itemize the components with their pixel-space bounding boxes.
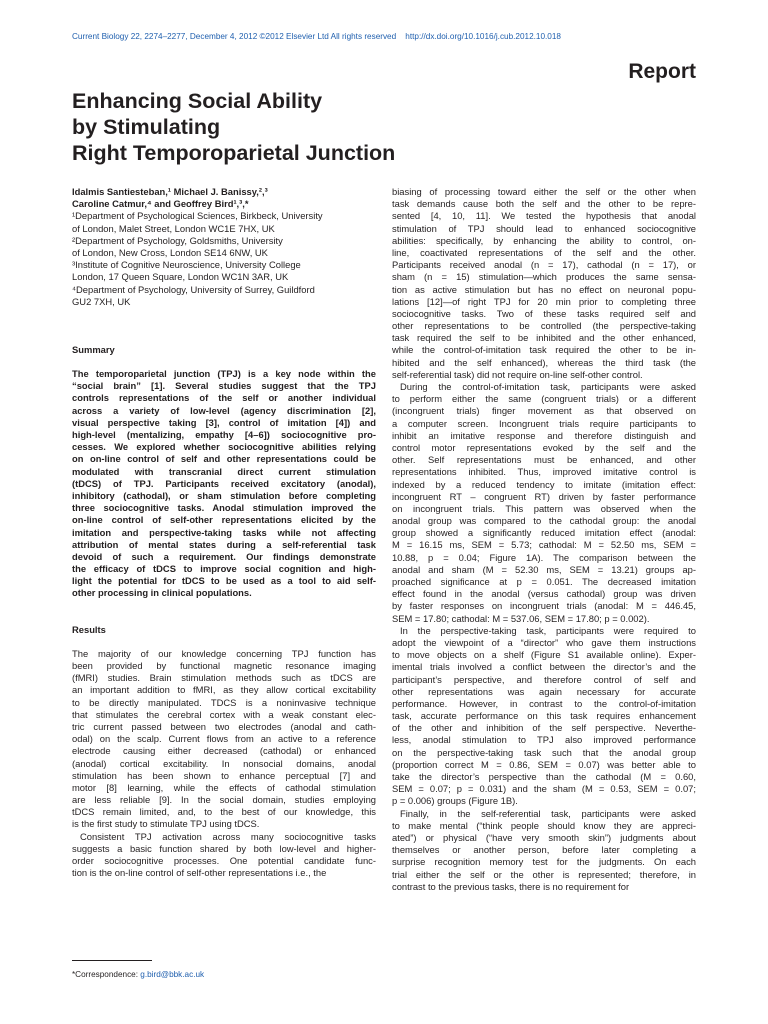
results-line: order sociocognitive processes. One potential candidate func- (72, 855, 376, 866)
body-line: effect found in the anodal (versus cathodal) group was driven (392, 588, 696, 600)
body-line: indexed by a reduced tendency to imitate (imitation effect: (392, 478, 696, 490)
summary-heading: Summary (72, 343, 115, 355)
spacer (72, 612, 376, 624)
body-line: task required the self to be inhibited and the other enhanced, (392, 332, 696, 344)
summary-line: high-level (mentalizing, empathy [4–6]) sociocognitive pro- (72, 429, 376, 440)
body-line: (proportion correct M = 0.86, SEM = 0.07) was better able to (392, 758, 696, 770)
results-line: The majority of our knowledge concerning TPJ function has (72, 647, 376, 659)
summary-line: (tDCS) of TPJ. Participants received excitatory (anodal), (72, 477, 376, 489)
summary-line: imitation and perspective-taking tasks while not affecting (72, 526, 376, 538)
body-line: to perform either the same (congruent trials) or a different (392, 393, 696, 405)
results-line: motor [8] learning, while the effects of cathodal stimulation (72, 781, 376, 793)
correspondence-footnote (72, 970, 204, 979)
summary-line: The temporoparietal junction (TPJ) is a key node within the (72, 368, 376, 380)
body-line: biasing of processing toward either the self or the other when (392, 186, 696, 197)
results-line: is the first study to stimulate TPJ using tDCS. (72, 818, 260, 830)
summary-line: “social brain” [1]. Several studies suggest that the TPJ (72, 380, 376, 392)
body-line: stimulation of TPJ should lead to enhanced sociocognitive (392, 222, 696, 234)
body-line: group showed a significantly reduced imitation effect (anodal: (392, 527, 696, 539)
summary-line: the efficacy of tDCS to improve social cognition and high- (72, 563, 376, 575)
results-line: Consistent TPJ activation across many sociocognitive tasks (80, 830, 376, 842)
right-paragraph-4 (392, 808, 696, 893)
body-line: other representations was again necessary for accurate (392, 685, 696, 697)
body-line: while the control-of-imitation task required the other to be in- (392, 344, 696, 356)
body-line: sham (n = 15) stimulation—which produces the same sensa- (392, 271, 696, 283)
body-line: other representations to be controlled (the perspective-taking (392, 320, 696, 332)
body-line: on the perspective-taking task such that the anodal group (392, 746, 696, 758)
results-heading: Results (72, 623, 106, 635)
spacer (72, 308, 376, 332)
results-line: tDCS remain limited, and, to the best of our knowledge, this (72, 806, 376, 818)
body-line: adopt the viewpoint of a “director” who gave them instructions (392, 636, 696, 648)
affiliation-line: ¹Department of Psychological Sciences, Birkbeck, University (72, 210, 323, 222)
body-line: lations [12]—of right TPJ for 20 min prior to completing three (392, 295, 696, 307)
affiliation-line: ³Institute of Cognitive Neuroscience, University College (72, 259, 301, 271)
right-paragraph-2 (392, 381, 696, 625)
right-paragraph-3 (392, 625, 696, 808)
body-line: less, anodal stimulation to TPJ also improved performance (392, 734, 696, 746)
doi-link[interactable]: http://dx.doi.org/10.1016/j.cub.2012.10.018 (405, 32, 561, 41)
summary-line: light the potential for tDCS to be used as a tool to aid self- (72, 575, 376, 587)
spacer (72, 636, 376, 648)
footnote-label: *Correspondence: (72, 970, 141, 979)
journal-header (72, 32, 702, 41)
body-line: anodal and sham (M = 52.30 ms, SEM = 13.21) groups ap- (392, 563, 696, 575)
summary-line: across a variety of low-level (agency discrimination [2], (72, 404, 376, 416)
summary-line: on on-line control of self and other representations could be (72, 453, 376, 465)
body-line: trial either the self or the other is represented; therefore, in (392, 868, 696, 880)
results-line: electrode causing either decreased (cathodal) or enhanced (72, 745, 376, 757)
spacer (72, 356, 376, 368)
email-link[interactable]: g.bird@bbk.ac.uk (140, 970, 205, 979)
affiliation-line: of London, Malet Street, London WC1E 7HX, UK (72, 222, 275, 234)
body-line: surprise recognition memory test for the judgments. On each (392, 856, 696, 868)
title-line: Enhancing Social Ability (72, 89, 323, 113)
summary-line: visual perspective taking [3], control of imitation [4]) and (72, 416, 376, 428)
results-line: suggests a basic function shared by both low-level and higher- (72, 842, 376, 854)
body-line: to move objects on a shelf (Figure S1 available online). Exper- (392, 649, 696, 661)
affiliation-line: GU2 7XH, UK (72, 295, 131, 307)
body-line: task, accurate performance on this task requires enhancement (392, 710, 696, 722)
body-line: In the perspective-taking task, participants were required to (400, 624, 696, 636)
body-line: abilities: specifically, by enhancing the ability to control, on- (392, 234, 696, 246)
body-line: incongruent RT – congruent RT) driven by faster performance (392, 490, 696, 502)
body-line: Participants received anodal (n = 17), cathodal (n = 17), or (392, 259, 696, 271)
results-line: tion is the on-line control of self-other representations i.e., the (72, 867, 327, 879)
body-line: ated”) or physical (“have very smooth skin”) judgments about (392, 831, 696, 843)
body-line: on incongruent trials. This pattern was observed when the (392, 502, 696, 514)
citation-text: Current Biology 22, 2274–2277, December 4, 2012 ©2012 Elsevier Ltd All rights reserved (72, 32, 397, 41)
results-line: (anodal) cortical excitability. In nonsocial domains, anodal (72, 757, 376, 769)
results-line: tric current passed between two electrodes (anodal and cath- (72, 720, 376, 732)
results-line: (fMRI) studies. Brain stimulation methods such as tDCS are (72, 672, 376, 684)
body-line: control motor representations evoked by the self and the (392, 441, 696, 453)
authors-line: Caroline Catmur,⁴ and Geoffrey Bird¹,³,* (72, 198, 249, 210)
summary-line: three sociocognitive tasks. Anodal stimulation improved the (72, 502, 376, 514)
affiliation-line: ²Department of Psychology, Goldsmiths, University (72, 234, 283, 246)
body-line: SEM = 0.07; p = 0.031) and the sham (M = 0.53, SEM = 0.07; (392, 783, 696, 795)
results-line: that stimulates the cerebral cortex with a weak constant elec- (72, 708, 376, 720)
summary-paragraph (72, 368, 376, 600)
results-line: an important addition to fMRI, as they allow cortical excitability (72, 684, 376, 696)
footnote-rule (72, 960, 152, 961)
body-line: a computer screen. Incongruent trials require participants to (392, 417, 696, 429)
body-line: sented [4, 10, 11]. We tested the hypothesis that anodal (392, 210, 696, 222)
summary-line: controls representations of the self or another individual (72, 392, 376, 404)
article-title (72, 88, 452, 166)
results-line: are less reliable [9]. In the social domain, studies employing (72, 794, 376, 806)
body-line: p = 0.006) groups (Figure 1B). (392, 795, 518, 807)
body-line: take the director’s perspective than the cathodal (M = 0.60, (392, 771, 696, 782)
body-line: performance. However, in contrast to the control-of-imitation (392, 697, 696, 709)
summary-line: modulated with transcranial direct current stimulation (72, 465, 376, 477)
summary-line: cesses. We explored whether sociocognitive abilities relying (72, 441, 376, 453)
title-line: by Stimulating (72, 115, 221, 139)
authors-line: Idalmis Santiesteban,¹ Michael J. Banissy,²,³ (72, 186, 268, 197)
body-line: other. Self representations must be enhanced, and other (392, 454, 696, 466)
affiliation-line: ⁴Department of Psychology, University of Surrey, Guildford (72, 283, 315, 295)
summary-line: devoid of such a requirement. Our findings demonstrate (72, 550, 376, 562)
summary-line: other processing in clinical populations. (72, 587, 252, 599)
body-line: line, coactivated representations of the self and the other. (392, 246, 696, 258)
body-line: themselves or another person, before later completing a (392, 844, 696, 856)
summary-line: attribution of mental states during a self-referential task (72, 538, 376, 550)
body-line: inhibit an imitative response and therefore distinguish and (392, 429, 696, 441)
body-line: representations inhibited. Thus, improved imitative control is (392, 466, 696, 478)
body-line: anodal group was compared to the cathodal group: the anodal (392, 515, 696, 527)
body-line: to make mental (“think people should know they are appreci- (392, 819, 696, 831)
body-line: 10.88, p = 0.04; Figure 1A). The comparison between the (392, 551, 696, 563)
body-line: sociocognitive tasks. Two of these tasks required self and (392, 307, 696, 319)
left-column (72, 186, 376, 879)
results-line: stimulation has been shown to enhance perceptual [7] and (72, 769, 376, 781)
summary-line: on-line control of self-other representations elicited by the (72, 514, 376, 526)
body-line: task demands cause both the self and the other to be repre- (392, 198, 696, 210)
right-paragraph-1 (392, 186, 696, 381)
summary-line: inhibitory (cathodal), or sham stimulation before completing (72, 489, 376, 501)
body-line: by faster responses on incongruent trials (anodal: M = 446.45, (392, 600, 696, 612)
body-line: self-referential task) did not require on-line self-other control. (392, 368, 643, 380)
body-line: M = 16.15 ms, SEM = 5.73; cathodal: M = 52.50 ms, SEM = (392, 539, 696, 551)
body-line: SEM = 17.80; cathodal: M = 537.06, SEM = 17.80; p = 0.002). (392, 612, 650, 624)
results-paragraph-2 (72, 831, 376, 880)
body-line: participant’s perspective, and therefore control of self and (392, 673, 696, 685)
body-line: tion as active stimulation but has no effect on neuronal popu- (392, 283, 696, 295)
body-line: hibited and the self enhanced), whereas the third task (the (392, 356, 696, 368)
results-line: to be directly manipulated. TDCS is a noninvasive technique (72, 696, 376, 708)
results-paragraph (72, 648, 376, 831)
body-line: During the control-of-imitation task, participants were asked (400, 381, 696, 392)
spacer (72, 600, 376, 612)
title-line: Right Temporoparietal Junction (72, 141, 396, 165)
body-line: Finally, in the self-referential task, participants were asked (400, 807, 696, 819)
right-column (392, 186, 696, 893)
body-line: proached significance at p = 0.051. The decreased imitation (392, 576, 696, 587)
article-type: Report (628, 60, 696, 83)
affiliation-line: London, 17 Queen Square, London WC1N 3AR, UK (72, 271, 289, 283)
affiliation-line: of London, New Cross, London SE14 6NW, UK (72, 246, 268, 258)
body-line: of the other and inhibition of the self perspective. Neverthe- (392, 722, 696, 734)
body-line: (incongruent trials) finger movement as that observed on (392, 405, 696, 417)
body-line: contrast to the previous tasks, there is no requirement for (392, 880, 630, 892)
body-line: imental trials involved a conflict between the director’s and the (392, 661, 696, 673)
results-line: been provided by functional magnetic resonance imaging (72, 660, 376, 671)
spacer (72, 332, 376, 344)
results-line: odal) on the scalp. Current flows from an active to a reference (72, 733, 376, 745)
